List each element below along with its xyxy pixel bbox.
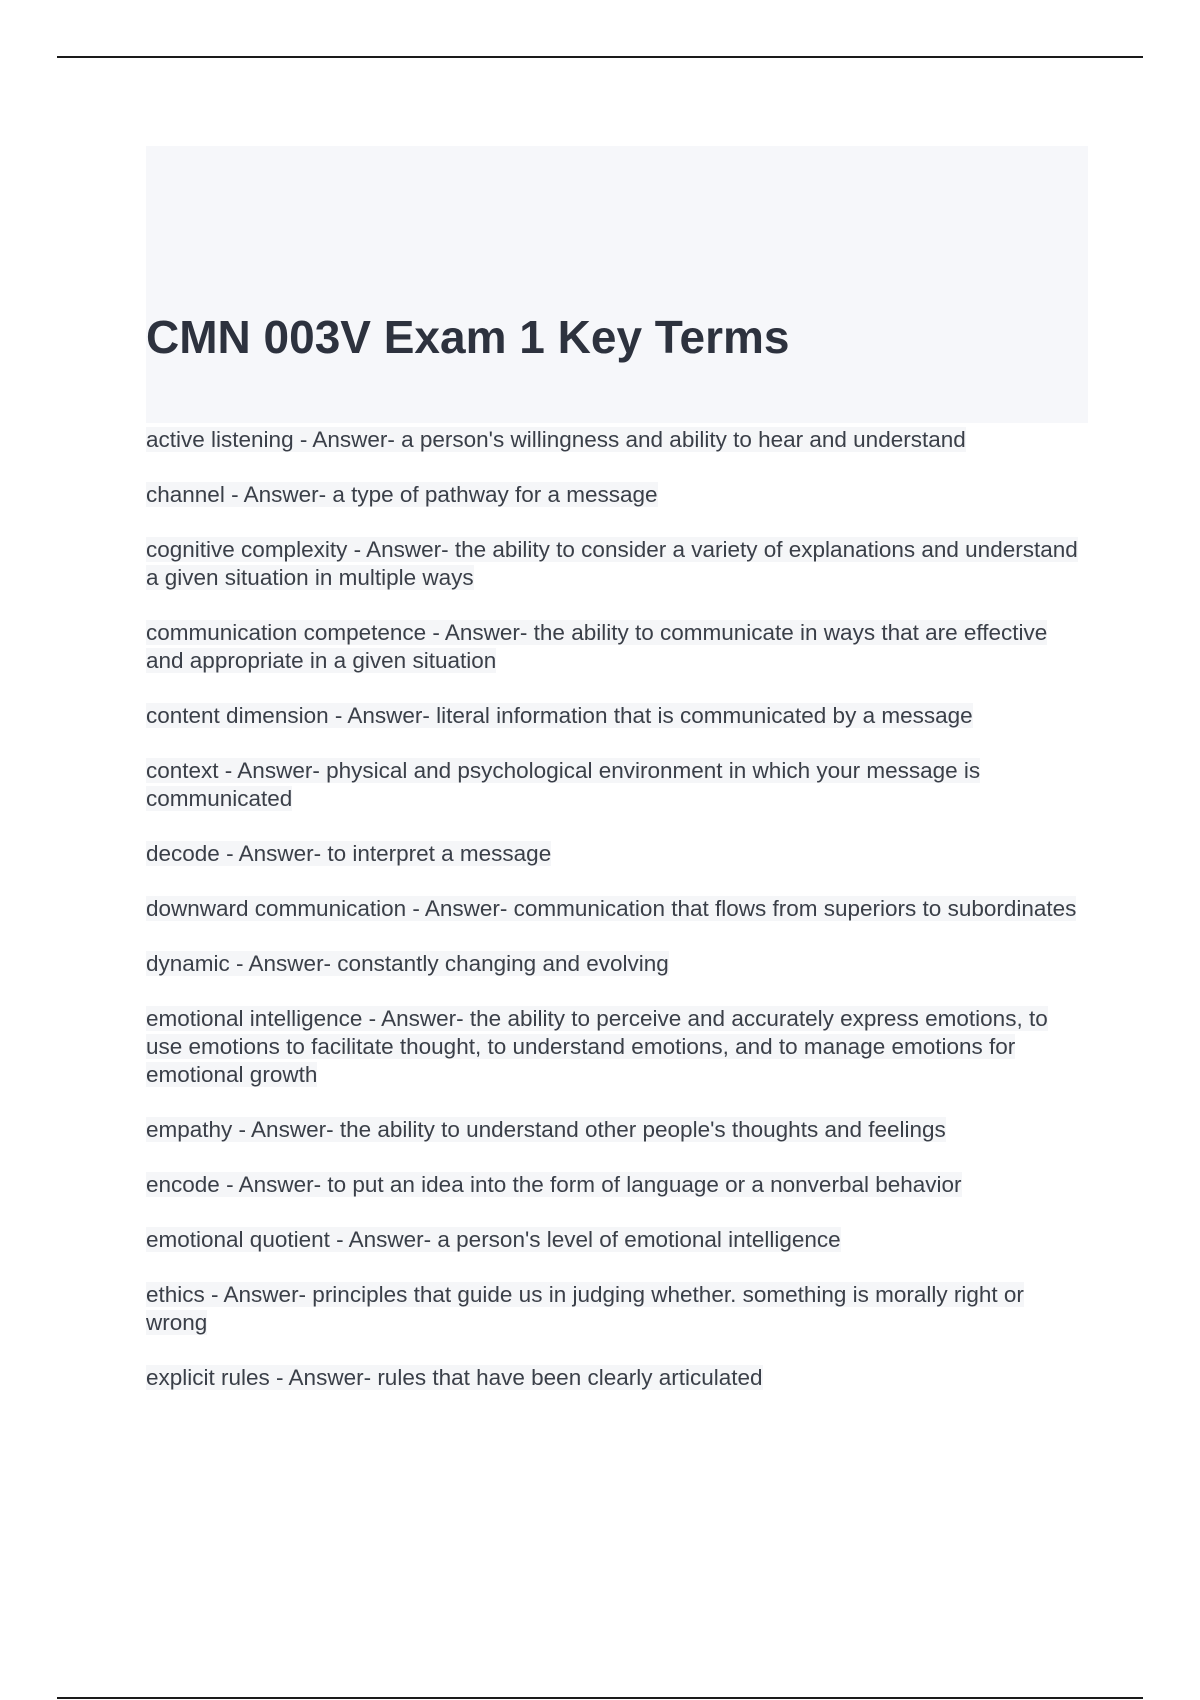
term-text: cognitive complexity - Answer- the ability to consider a variety of explanations and understand a given situation in multiple ways <box>146 537 1078 590</box>
term-text: communication competence - Answer- the ability to communicate in ways that are effective and appropriate in a given situation <box>146 620 1048 673</box>
top-rule <box>57 56 1143 58</box>
term-item <box>146 757 1088 813</box>
page-title: CMN 003V Exam 1 Key Terms <box>146 311 790 363</box>
term-text: emotional quotient - Answer- a person's level of emotional intelligence <box>146 1227 841 1252</box>
term-item <box>146 1116 1088 1144</box>
term-item <box>146 481 1088 509</box>
term-item <box>146 1226 1088 1254</box>
title-block <box>146 146 1088 423</box>
term-item <box>146 1364 1088 1392</box>
term-text: emotional intelligence - Answer- the ability to perceive and accurately express emotions, to use emotions to facilitate thought, to understand emotions, and to manage emotions for emotional growth <box>146 1006 1048 1087</box>
term-text: encode - Answer- to put an idea into the form of language or a nonverbal behavior <box>146 1172 962 1197</box>
term-text: channel - Answer- a type of pathway for a message <box>146 482 658 507</box>
term-text: downward communication - Answer- communication that flows from superiors to subordinates <box>146 896 1077 921</box>
term-text: active listening - Answer- a person's willingness and ability to hear and understand <box>146 427 966 452</box>
term-text: empathy - Answer- the ability to understand other people's thoughts and feelings <box>146 1117 946 1142</box>
term-item <box>146 702 1088 730</box>
term-item <box>146 1005 1088 1089</box>
term-item <box>146 619 1088 675</box>
term-item <box>146 536 1088 592</box>
term-text: ethics - Answer- principles that guide us in judging whether. something is morally right or wrong <box>146 1282 1024 1335</box>
term-text: explicit rules - Answer- rules that have been clearly articulated <box>146 1365 763 1390</box>
term-text: content dimension - Answer- literal information that is communicated by a message <box>146 703 973 728</box>
bottom-rule <box>57 1697 1143 1699</box>
term-item <box>146 1171 1088 1199</box>
term-item <box>146 950 1088 978</box>
term-item <box>146 1281 1088 1337</box>
term-item <box>146 840 1088 868</box>
term-text: decode - Answer- to interpret a message <box>146 841 552 866</box>
term-item <box>146 426 1088 454</box>
term-text: context - Answer- physical and psychological environment in which your message is communicated <box>146 758 981 811</box>
term-text: dynamic - Answer- constantly changing and evolving <box>146 951 669 976</box>
terms-list <box>146 426 1088 1419</box>
term-item <box>146 895 1088 923</box>
